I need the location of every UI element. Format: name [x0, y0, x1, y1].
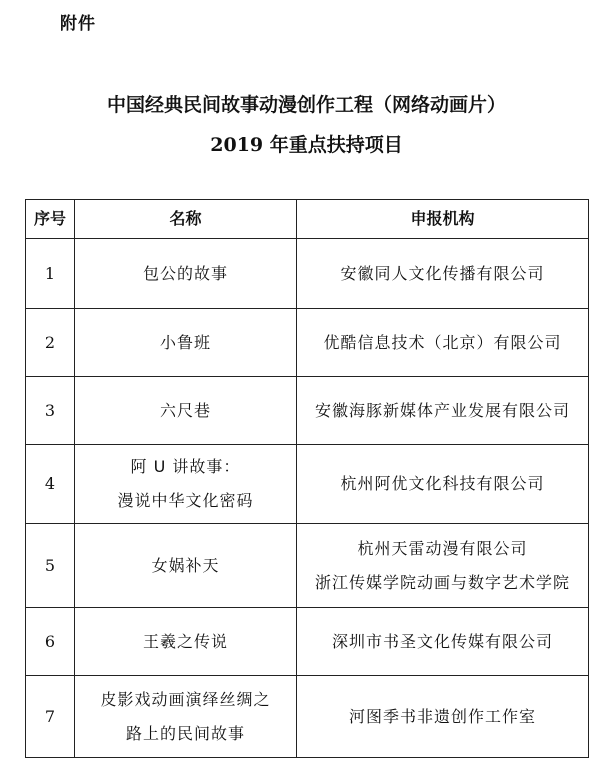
project-name-line: 包公的故事 — [142, 263, 228, 283]
row-number: 3 — [26, 377, 75, 445]
table-row — [26, 676, 589, 758]
organization-line: 杭州天雷动漫有限公司 — [357, 538, 528, 558]
organization-line: 优酷信息技术（北京）有限公司 — [323, 332, 562, 352]
column-header-name: 名称 — [75, 200, 297, 239]
organization-line: 安徽同人文化传播有限公司 — [340, 263, 545, 283]
project-name — [75, 309, 297, 377]
project-name-line: 六尺巷 — [159, 400, 211, 420]
row-number: 1 — [26, 239, 75, 309]
table-header-row — [26, 200, 589, 239]
organization — [297, 239, 589, 309]
project-name-line: 皮影戏动画演绎丝绸之 — [100, 689, 271, 709]
project-name — [75, 524, 297, 608]
organization-line: 安徽海豚新媒体产业发展有限公司 — [314, 400, 570, 420]
table-row — [26, 239, 589, 309]
column-header-number: 序号 — [26, 200, 75, 239]
table-row — [26, 524, 589, 608]
organization-line: 河图季书非遗创作工作室 — [348, 706, 536, 726]
organization — [297, 676, 589, 758]
organization — [297, 377, 589, 445]
organization-line: 深圳市书圣文化传媒有限公司 — [331, 631, 553, 651]
table-row — [26, 445, 589, 524]
table-row — [26, 608, 589, 676]
project-name-line: 女娲补天 — [151, 555, 220, 575]
row-number: 5 — [26, 524, 75, 608]
project-name — [75, 608, 297, 676]
row-number: 2 — [26, 309, 75, 377]
organization-line: 浙江传媒学院动画与数字艺术学院 — [314, 572, 570, 592]
document-title: 中国经典民间故事动漫创作工程（网络动画片） — [106, 94, 506, 116]
project-name-line: 阿 U 讲故事： — [130, 457, 241, 476]
project-name — [75, 676, 297, 758]
organization — [297, 309, 589, 377]
table-row — [26, 377, 589, 445]
row-number: 4 — [26, 445, 75, 524]
organization — [297, 608, 589, 676]
organization-line: 杭州阿优文化科技有限公司 — [340, 474, 545, 493]
row-number: 6 — [26, 608, 75, 676]
organization — [297, 524, 589, 608]
organization — [297, 445, 589, 524]
row-number: 7 — [26, 676, 75, 758]
projects-table — [25, 199, 589, 758]
project-name-line: 王羲之传说 — [142, 631, 228, 651]
document-subtitle: 2019 年重点扶持项目 — [210, 134, 403, 156]
project-name-line: 漫说中华文化密码 — [117, 491, 254, 510]
project-name-line: 路上的民间故事 — [125, 723, 245, 743]
project-name — [75, 239, 297, 309]
project-name — [75, 377, 297, 445]
table-row — [26, 309, 589, 377]
project-name-line: 小鲁班 — [159, 332, 211, 352]
attachment-label: 附件 — [60, 14, 96, 34]
project-name — [75, 445, 297, 524]
column-header-organization: 申报机构 — [297, 200, 589, 239]
